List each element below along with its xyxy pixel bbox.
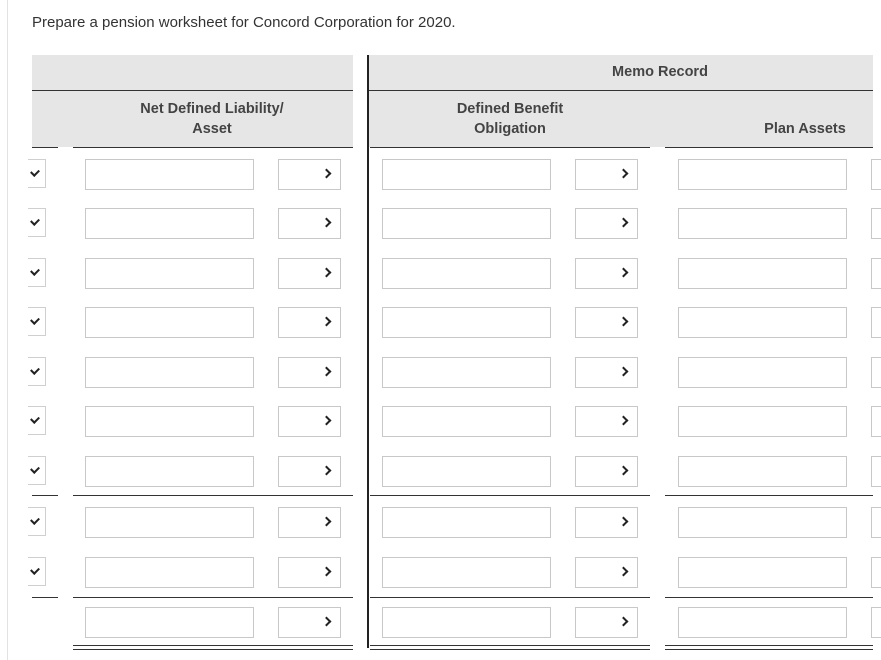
chevron-down-icon <box>30 216 40 226</box>
chevron-down-icon <box>619 218 629 228</box>
defined-benefit-obligation-header: Defined Benefit Obligation <box>456 101 564 137</box>
instruction-text: Prepare a pension worksheet for Concord Corporation for 2020. <box>32 14 456 31</box>
ndla-amount-input[interactable] <box>85 607 254 638</box>
ndla-type-dropdown[interactable] <box>278 159 341 190</box>
ndla-type-dropdown[interactable] <box>278 357 341 388</box>
plan-assets-type-dropdown-partial[interactable] <box>871 406 881 437</box>
chevron-down-icon <box>619 466 629 476</box>
chevron-down-icon <box>322 317 332 327</box>
ndla-type-dropdown[interactable] <box>278 307 341 338</box>
plan-assets-amount-input[interactable] <box>678 357 847 388</box>
plan-assets-amount-input[interactable] <box>678 507 847 538</box>
left-frame-border <box>7 0 8 660</box>
plan-assets-amount-input[interactable] <box>678 557 847 588</box>
chevron-down-icon <box>30 167 40 177</box>
ndla-amount-input[interactable] <box>85 208 254 239</box>
plan-assets-amount-input[interactable] <box>678 258 847 289</box>
ndla-type-dropdown[interactable] <box>278 456 341 487</box>
chevron-down-icon <box>322 367 332 377</box>
header-rule-top-right <box>369 90 873 91</box>
chevron-down-icon <box>30 515 40 525</box>
dbo-amount-input[interactable] <box>382 357 551 388</box>
chevron-down-icon <box>619 367 629 377</box>
ndla-amount-input[interactable] <box>85 258 254 289</box>
memo-record-header: Memo Record <box>612 64 708 80</box>
chevron-down-icon <box>322 268 332 278</box>
dbo-type-dropdown[interactable] <box>575 607 638 638</box>
entry-dropdown[interactable] <box>28 507 46 536</box>
plan-assets-type-dropdown-partial[interactable] <box>871 456 881 487</box>
ndla-type-dropdown[interactable] <box>278 208 341 239</box>
chevron-down-icon <box>30 565 40 575</box>
plan-assets-header: Plan Assets <box>764 121 846 137</box>
plan-assets-amount-input[interactable] <box>678 208 847 239</box>
double-rule-ndla-1 <box>73 645 353 646</box>
dbo-type-dropdown[interactable] <box>575 357 638 388</box>
entry-dropdown[interactable] <box>28 307 46 336</box>
ndla-type-dropdown[interactable] <box>278 507 341 538</box>
col-rule-entry <box>32 147 58 148</box>
chevron-down-icon <box>322 416 332 426</box>
plan-assets-type-dropdown-partial[interactable] <box>871 307 881 338</box>
chevron-down-icon <box>619 617 629 627</box>
total-rule-dbo <box>370 597 650 598</box>
dbo-amount-input[interactable] <box>382 456 551 487</box>
entry-dropdown[interactable] <box>28 357 46 386</box>
col-rule-dbo <box>370 147 650 148</box>
entry-dropdown[interactable] <box>28 258 46 287</box>
chevron-down-icon <box>322 169 332 179</box>
dbo-type-dropdown[interactable] <box>575 406 638 437</box>
chevron-down-icon <box>30 414 40 424</box>
dbo-type-dropdown[interactable] <box>575 208 638 239</box>
chevron-down-icon <box>30 266 40 276</box>
ndla-amount-input[interactable] <box>85 307 254 338</box>
total-rule-entry <box>32 597 58 598</box>
plan-assets-type-dropdown-partial[interactable] <box>871 159 881 190</box>
col-rule-plan-assets <box>665 147 873 148</box>
ndla-type-dropdown[interactable] <box>278 557 341 588</box>
chevron-down-icon <box>322 466 332 476</box>
memo-record-divider <box>367 55 369 648</box>
header-band-top-left <box>32 55 353 90</box>
dbo-amount-input[interactable] <box>382 607 551 638</box>
dbo-type-dropdown[interactable] <box>575 507 638 538</box>
chevron-down-icon <box>30 365 40 375</box>
subtotal-rule-ndla <box>73 495 353 496</box>
subtotal-rule-plan-assets <box>665 495 873 496</box>
double-rule-dbo-2 <box>370 649 650 650</box>
ndla-amount-input[interactable] <box>85 406 254 437</box>
entry-dropdown[interactable] <box>28 456 46 485</box>
subtotal-rule-dbo <box>370 495 650 496</box>
chevron-down-icon <box>322 218 332 228</box>
chevron-down-icon <box>322 517 332 527</box>
plan-assets-amount-input[interactable] <box>678 607 847 638</box>
total-rule-ndla <box>73 597 353 598</box>
dbo-type-dropdown[interactable] <box>575 557 638 588</box>
dbo-amount-input[interactable] <box>382 307 551 338</box>
ndla-amount-input[interactable] <box>85 159 254 190</box>
dbo-amount-input[interactable] <box>382 258 551 289</box>
entry-dropdown[interactable] <box>28 159 46 188</box>
chevron-down-icon <box>30 464 40 474</box>
chevron-down-icon <box>619 317 629 327</box>
chevron-down-icon <box>619 517 629 527</box>
plan-assets-type-dropdown-partial[interactable] <box>871 208 881 239</box>
plan-assets-amount-input[interactable] <box>678 159 847 190</box>
ndla-amount-input[interactable] <box>85 357 254 388</box>
dbo-amount-input[interactable] <box>382 507 551 538</box>
dbo-type-dropdown[interactable] <box>575 258 638 289</box>
entry-dropdown[interactable] <box>28 406 46 435</box>
ndla-type-dropdown[interactable] <box>278 258 341 289</box>
plan-assets-type-dropdown-partial[interactable] <box>871 507 881 538</box>
chevron-down-icon <box>322 567 332 577</box>
dbo-type-dropdown[interactable] <box>575 456 638 487</box>
plan-assets-type-dropdown-partial[interactable] <box>871 557 881 588</box>
dbo-amount-input[interactable] <box>382 208 551 239</box>
chevron-down-icon <box>619 416 629 426</box>
double-rule-plan-assets-2 <box>665 649 873 650</box>
plan-assets-amount-input[interactable] <box>678 406 847 437</box>
plan-assets-amount-input[interactable] <box>678 307 847 338</box>
chevron-down-icon <box>619 268 629 278</box>
ndla-amount-input[interactable] <box>85 507 254 538</box>
dbo-amount-input[interactable] <box>382 406 551 437</box>
plan-assets-type-dropdown-partial[interactable] <box>871 607 881 638</box>
chevron-down-icon <box>619 169 629 179</box>
double-rule-plan-assets-1 <box>665 645 873 646</box>
subtotal-rule-entry <box>32 495 58 496</box>
dbo-amount-input[interactable] <box>382 159 551 190</box>
plan-assets-type-dropdown-partial[interactable] <box>871 357 881 388</box>
header-rule-top-left <box>32 90 353 91</box>
plan-assets-amount-input[interactable] <box>678 456 847 487</box>
chevron-down-icon <box>619 567 629 577</box>
entry-dropdown[interactable] <box>28 557 46 586</box>
double-rule-dbo-1 <box>370 645 650 646</box>
chevron-down-icon <box>30 315 40 325</box>
ndla-type-dropdown[interactable] <box>278 406 341 437</box>
dbo-type-dropdown[interactable] <box>575 307 638 338</box>
plan-assets-type-dropdown-partial[interactable] <box>871 258 881 289</box>
col-rule-ndla <box>73 147 353 148</box>
ndla-type-dropdown[interactable] <box>278 607 341 638</box>
dbo-amount-input[interactable] <box>382 557 551 588</box>
dbo-type-dropdown[interactable] <box>575 159 638 190</box>
entry-dropdown[interactable] <box>28 208 46 237</box>
chevron-down-icon <box>322 617 332 627</box>
double-rule-ndla-2 <box>73 649 353 650</box>
net-defined-liability-header: Net Defined Liability/ Asset <box>140 101 284 137</box>
ndla-amount-input[interactable] <box>85 557 254 588</box>
total-rule-plan-assets <box>665 597 873 598</box>
ndla-amount-input[interactable] <box>85 456 254 487</box>
